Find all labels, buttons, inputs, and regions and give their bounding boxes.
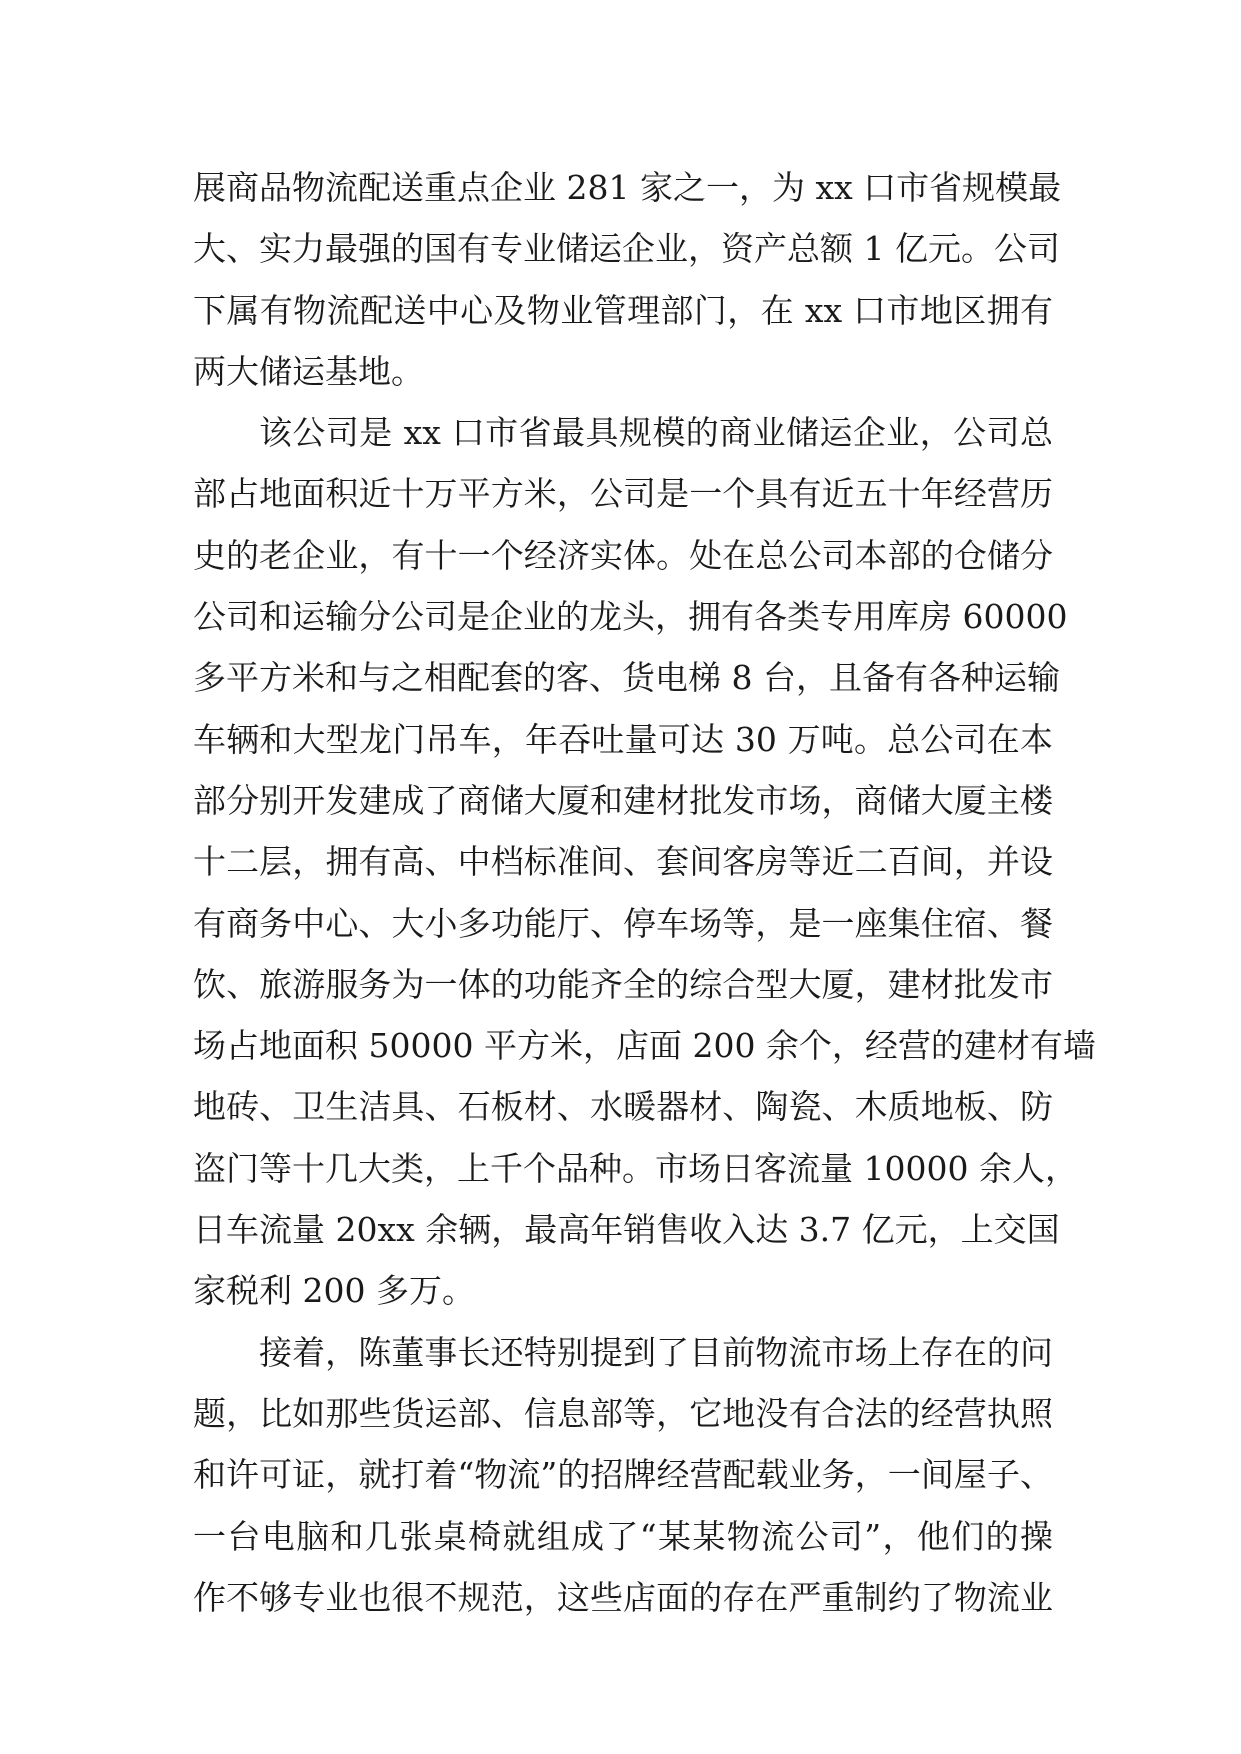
text-line: 车辆和大型龙门吊车，年吞吐量可达 30 万吨。总公司在本: [193, 719, 1053, 759]
paragraph-first-line: 该公司是 xx 口市省最具规模的商业储运企业，公司总: [259, 413, 1053, 453]
text-line: 两大储运基地。: [193, 351, 424, 391]
body-text: [193, 157, 1096, 1628]
text-line: 公司和运输分公司是企业的龙头，拥有各类专用库房 60000: [193, 597, 1068, 637]
text-line: 盗门等十几大类，上千个品种。市场日客流量 10000 余人，: [193, 1148, 1078, 1188]
text-line: 家税利 200 多万。: [193, 1271, 475, 1311]
text-line: 部分别开发建成了商储大厦和建材批发市场，商储大厦主楼: [193, 780, 1053, 820]
text-line: 展商品物流配送重点企业 281 家之一，为 xx 口市省规模最: [193, 168, 1062, 207]
paragraph-first-line: 接着，陈董事长还特别提到了目前物流市场上存在的问: [259, 1332, 1053, 1372]
text-line: 作不够专业也很不规范，这些店面的存在严重制约了物流业: [193, 1577, 1053, 1617]
text-line: 日车流量 20xx 余辆，最高年销售收入达 3.7 亿元，上交国: [193, 1210, 1060, 1250]
text-line: 部占地面积近十万平方米，公司是一个具有近五十年经营历: [193, 474, 1053, 514]
text-line: 和许可证，就打着“物流”的招牌经营配载业务，一间屋子、: [193, 1455, 1053, 1495]
text-line: 场占地面积 50000 平方米，店面 200 余个，经营的建材有墙: [193, 1026, 1096, 1066]
text-line: 一台电脑和几张桌椅就组成了“某某物流公司”，他们的操: [193, 1516, 1053, 1556]
text-line: 题，比如那些货运部、信息部等，它地没有合法的经营执照: [193, 1393, 1053, 1433]
text-line: 饮、旅游服务为一体的功能齐全的综合型大厦，建材批发市: [193, 964, 1053, 1004]
text-line: 大、实力最强的国有专业储运企业，资产总额 1 亿元。公司: [193, 229, 1060, 269]
text-line: 十二层，拥有高、中档标准间、套间客房等近二百间，并设: [193, 842, 1053, 882]
text-line: 地砖、卫生洁具、石板材、水暖器材、陶瓷、木质地板、防: [193, 1087, 1053, 1127]
text-line: 多平方米和与之相配套的客、货电梯 8 台，且备有各种运输: [193, 658, 1060, 698]
text-line: 史的老企业，有十一个经济实体。处在总公司本部的仓储分: [193, 535, 1053, 575]
text-line: 有商务中心、大小多功能厅、停车场等，是一座集住宿、餐: [193, 903, 1053, 943]
text-line: 下属有物流配送中心及物业管理部门，在 xx 口市地区拥有: [193, 290, 1053, 330]
